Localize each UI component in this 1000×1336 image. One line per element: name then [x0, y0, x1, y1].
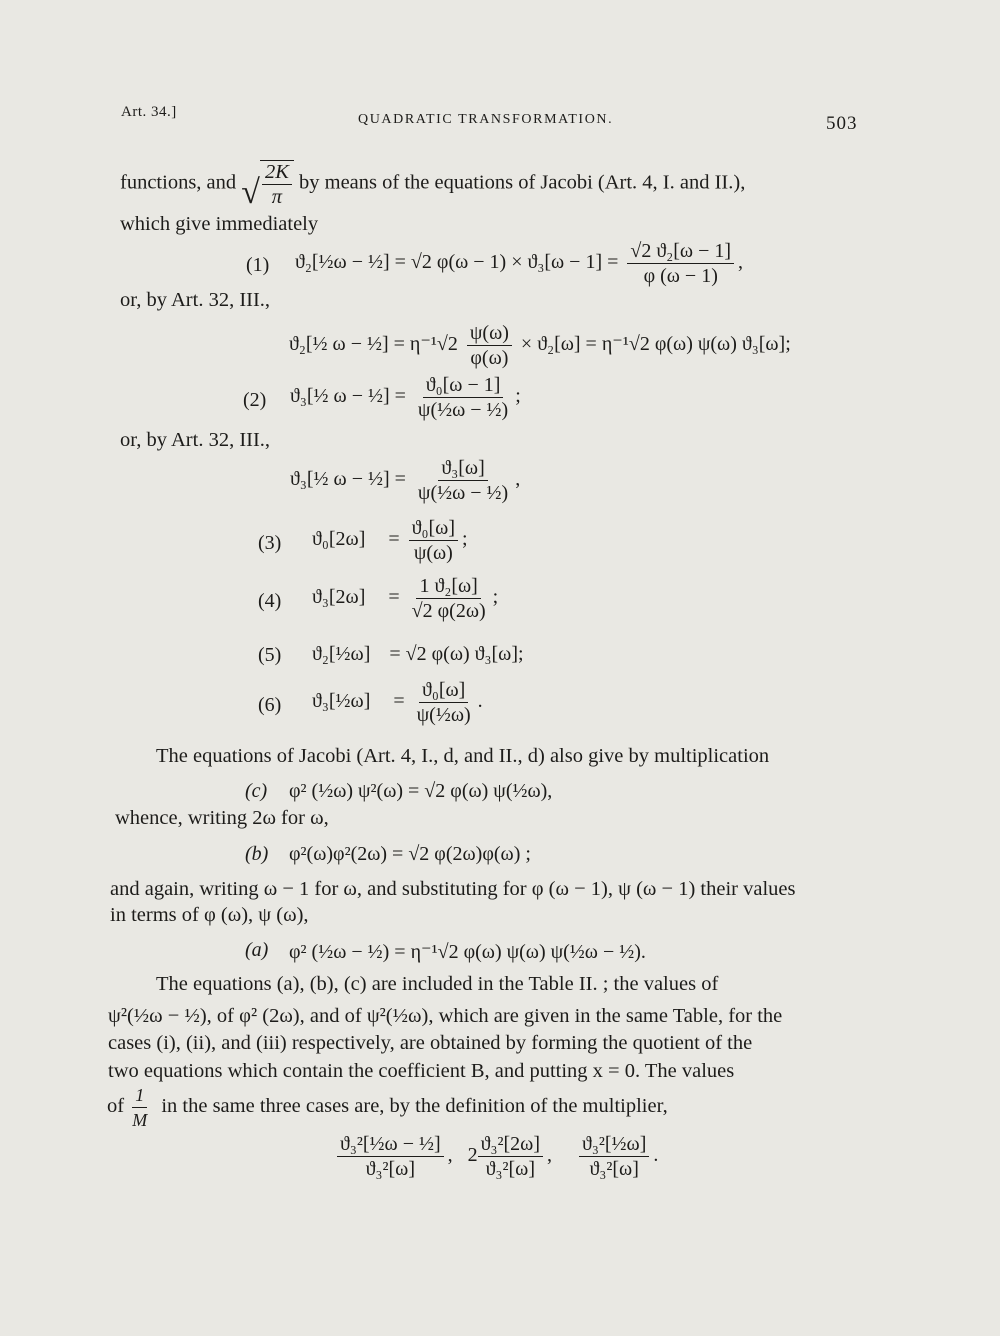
text-line-1 [120, 160, 746, 211]
multiplier-fractions [333, 1133, 658, 1180]
equation-lhs: ϑ₂[½ ω − ½] = η⁻¹√2 [289, 333, 458, 356]
fraction-denominator: √2 φ(2ω) [411, 600, 486, 622]
fraction-denominator: ϑ₃²[ω] [589, 1158, 639, 1180]
article-reference: Art. 34.] [121, 104, 177, 120]
punctuation: ; [492, 586, 499, 609]
text-fragment: by means of the equations of Jacobi (Art. 4, I. and II.), [299, 171, 746, 194]
fraction-denominator: ψ(½ω − ½) [417, 399, 509, 421]
equation-5 [312, 643, 524, 666]
equation-label-3: (3) [258, 532, 282, 554]
punctuation: , [547, 1144, 552, 1167]
text-fragment: functions, and [120, 171, 237, 194]
equation-2 [290, 374, 521, 421]
equation-lhs: ϑ₂[½ω] [312, 643, 371, 665]
equation-rhs: = √2 φ(ω) ϑ₃[ω]; [389, 643, 524, 665]
radical-denominator: π [271, 186, 283, 208]
equation-label-a: (a) [245, 939, 269, 961]
text-fragment: in the same three cases are, by the definition of the multiplier, [161, 1095, 668, 1118]
paragraph-jacobi-multiplication: The equations of Jacobi (Art. 4, I., d, and II., d) also give by multiplication [156, 745, 770, 767]
punctuation: , [738, 251, 744, 274]
fraction-denominator: ϑ₃²[ω] [365, 1158, 415, 1180]
equals-sign: = [388, 528, 400, 551]
fraction-numerator: ϑ₃[ω] [438, 457, 487, 481]
fraction-numerator: ϑ₀[ω − 1] [423, 374, 504, 398]
fraction-numerator: ϑ₃²[½ω] [579, 1133, 649, 1157]
paragraph-3-line-1: The equations (a), (b), (c) are included in the Table II. ; the values of [156, 973, 719, 995]
radical-2k-over-pi [241, 160, 294, 211]
fraction-numerator: ϑ₀[ω] [419, 679, 468, 703]
fraction-numerator: 1 ϑ₂[ω] [416, 575, 480, 599]
punctuation: , [447, 1144, 453, 1167]
punctuation: , [515, 468, 521, 491]
equals-sign: = [393, 690, 405, 713]
paragraph-3-line-5 [107, 1084, 668, 1131]
text-or-by-art-32-first: or, by Art. 32, III., [120, 289, 271, 311]
punctuation: . [653, 1144, 659, 1167]
text-or-by-art-32-second: or, by Art. 32, III., [120, 429, 271, 451]
equation-lhs: ϑ₀[2ω] [312, 528, 366, 551]
equation-lhs: ϑ₃[½ ω − ½] = [290, 468, 406, 491]
punctuation: . [477, 690, 483, 713]
fraction-numerator: ϑ₃²[2ω] [478, 1133, 543, 1157]
text-whence: whence, writing 2ω for ω, [115, 807, 329, 829]
paragraph-3-line-3: cases (i), (ii), and (iii) respectively, are obtained by forming the quotient of the [108, 1032, 753, 1054]
equation-label-6: (6) [258, 694, 282, 716]
equation-2b [290, 457, 520, 504]
fraction-numerator: √2 ϑ₂[ω − 1] [627, 240, 734, 264]
equation-c: φ² (½ω) ψ²(ω) = √2 φ(ω) ψ(½ω), [289, 780, 553, 802]
fraction-denominator: ψ(ω) [413, 542, 453, 564]
paragraph-3-line-4: two equations which contain the coefficient B, and putting x = 0. The values [108, 1060, 735, 1082]
equation-lhs: ϑ₃[2ω] [312, 586, 366, 609]
text-and-again-line-2: in terms of φ (ω), ψ (ω), [110, 904, 309, 926]
equation-1b [289, 322, 791, 369]
text-and-again-line-1: and again, writing ω − 1 for ω, and substituting for φ (ω − 1), ψ (ω − 1) their values [110, 878, 796, 900]
punctuation: ; [462, 528, 468, 551]
fraction-denominator: ψ(½ω) [416, 704, 471, 726]
text-line-2: which give immediately [120, 213, 319, 235]
punctuation: ; [515, 385, 521, 408]
equation-label-5: (5) [258, 644, 282, 666]
equation-lhs: ϑ₃[½ω] [312, 690, 371, 713]
radical-numerator: 2K [262, 161, 292, 185]
equation-a: φ² (½ω − ½) = η⁻¹√2 φ(ω) ψ(ω) ψ(½ω − ½). [289, 941, 646, 963]
equation-lhs: ϑ₂[½ω − ½] = √2 φ(ω − 1) × ϑ₃[ω − 1] = [295, 251, 619, 274]
coefficient: 2 [467, 1144, 478, 1167]
fraction-numerator: ϑ₃²[½ω − ½] [337, 1133, 444, 1157]
fraction-denominator: φ(ω) [470, 347, 509, 369]
paragraph-3-line-2: ψ²(½ω − ½), of φ² (2ω), and of ψ²(½ω), which are given in the same Table, for the [108, 1005, 783, 1027]
radical-sign: √ [241, 174, 260, 211]
equals-sign: = [388, 586, 400, 609]
text-fragment: of [107, 1095, 125, 1118]
equation-b: φ²(ω)φ²(2ω) = √2 φ(2ω)φ(ω) ; [289, 843, 531, 865]
equation-label-1: (1) [246, 254, 270, 276]
fraction-denominator: φ (ω − 1) [643, 265, 718, 287]
running-title: QUADRATIC TRANSFORMATION. [358, 112, 614, 127]
equation-label-4: (4) [258, 590, 282, 612]
equation-label-b: (b) [245, 843, 269, 865]
equation-label-c: (c) [245, 780, 268, 802]
equation-lhs: ϑ₃[½ ω − ½] = [290, 385, 406, 408]
fraction-denominator: ψ(½ω − ½) [417, 482, 509, 504]
fraction-denominator: ϑ₃²[ω] [485, 1158, 535, 1180]
equation-label-2: (2) [243, 389, 267, 411]
equation-4 [312, 575, 498, 622]
fraction-numerator: 1 [132, 1084, 147, 1108]
fraction-numerator: ϑ₀[ω] [409, 517, 458, 541]
fraction-numerator: ψ(ω) [467, 322, 512, 346]
equation-3 [312, 517, 468, 564]
fraction-denominator: M [132, 1110, 148, 1130]
page-number: 503 [826, 113, 858, 134]
equation-rhs: × ϑ₂[ω] = η⁻¹√2 φ(ω) ψ(ω) ϑ₃[ω]; [520, 333, 791, 356]
equation-1 [295, 240, 743, 287]
equation-6 [312, 679, 483, 726]
